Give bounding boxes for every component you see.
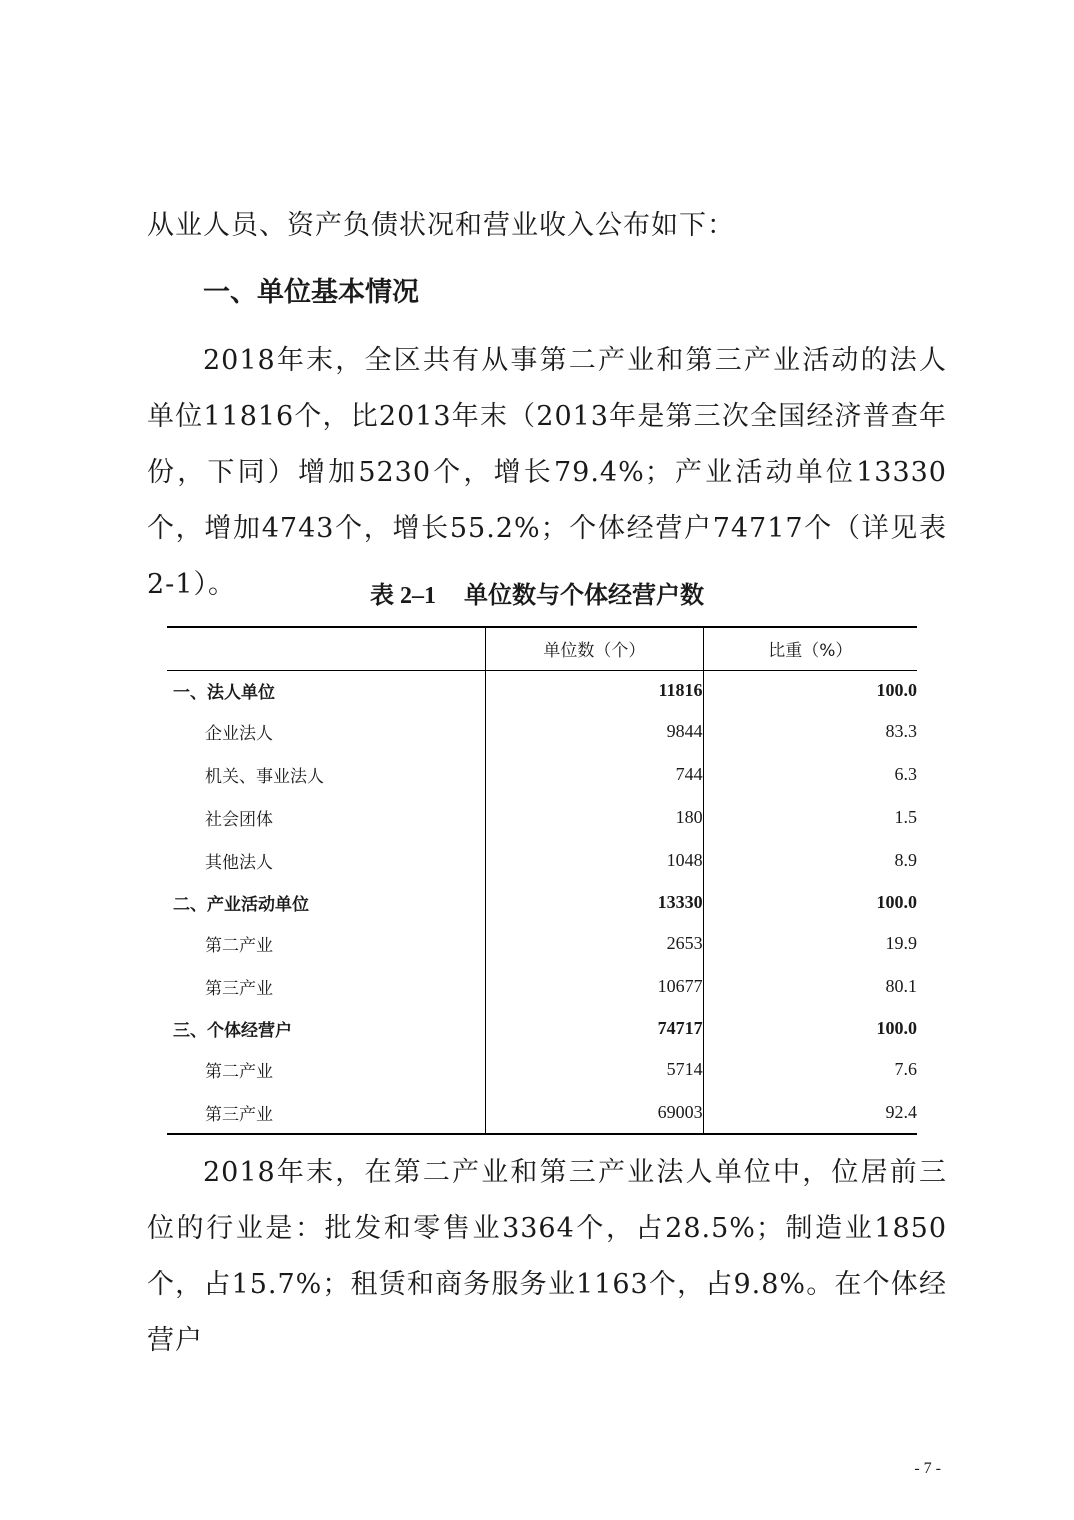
header-label-column (167, 627, 486, 670)
row-share: 92.4 (703, 1091, 917, 1134)
row-label: 企业法人 (205, 724, 273, 744)
row-count: 2653 (486, 922, 703, 965)
row-label: 第三产业 (167, 1091, 486, 1134)
row-share: 6.3 (894, 764, 917, 784)
table-caption-title: 单位数与个体经营户数 (464, 580, 704, 609)
units-count-table (167, 626, 917, 1135)
row-label: 二、产业活动单位 (173, 894, 309, 915)
table-caption (0, 575, 1074, 610)
table-row (167, 965, 917, 1008)
table-row-category (167, 882, 917, 922)
table-row (167, 1048, 917, 1091)
table-row (167, 796, 917, 839)
table-row (167, 753, 917, 796)
row-count: 69003 (486, 1091, 703, 1134)
row-share: 7.6 (894, 1059, 917, 1079)
header-share-column: 比重（%） (703, 627, 917, 670)
row-share: 19.9 (885, 933, 917, 953)
table-row-category (167, 1008, 917, 1048)
row-share: 83.3 (885, 721, 917, 741)
table-caption-number: 表 2–1 (370, 583, 436, 609)
row-label: 第二产业 (205, 936, 273, 956)
intro-line: 从业人员、资产负债状况和营业收入公布如下： (147, 210, 735, 241)
table-header-row (167, 627, 917, 670)
row-count: 5714 (486, 1048, 703, 1091)
row-label: 第二产业 (205, 1062, 273, 1082)
table-row (167, 710, 917, 753)
paragraph-units-overview: 2018年末，全区共有从事第二产业和第三产业活动的法人单位11816个，比2013年末（2013年是第三次全国经济普查年份，下同）增加5230个，增长79.4%；产业活动单位13330个，增加4743个，增长55.2%；个体经营户74717个（详见表2-1）。 (147, 345, 947, 600)
header-count-column: 单位数（个） (486, 627, 703, 670)
row-label: 社会团体 (205, 810, 273, 830)
row-label: 其他法人 (205, 853, 273, 873)
row-label: 一、法人单位 (173, 682, 275, 703)
page-number: - 7 - (914, 1460, 941, 1477)
table-row (167, 839, 917, 882)
row-share: 80.1 (885, 976, 917, 996)
table-row-category (167, 670, 917, 710)
table-row (167, 1091, 917, 1134)
row-count: 744 (486, 753, 703, 796)
row-count: 1048 (486, 839, 703, 882)
row-count: 11816 (486, 670, 703, 710)
row-share: 100.0 (876, 1017, 917, 1038)
row-share: 8.9 (894, 850, 917, 870)
row-share: 1.5 (894, 807, 917, 827)
row-label: 三、个体经营户 (173, 1020, 292, 1041)
row-count: 180 (486, 796, 703, 839)
row-share: 100.0 (876, 679, 917, 700)
section-heading: 一、单位基本情况 (203, 277, 419, 308)
row-share: 100.0 (876, 891, 917, 912)
row-label: 机关、事业法人 (205, 767, 324, 787)
row-count: 13330 (486, 882, 703, 922)
row-count: 9844 (486, 710, 703, 753)
paragraph-top-industries: 2018年末，在第二产业和第三产业法人单位中，位居前三位的行业是：批发和零售业3364个，占28.5%；制造业1850个，占15.7%；租赁和商务服务业1163个，占9.8%。在个体经营户 (147, 1157, 947, 1356)
table-row (167, 922, 917, 965)
row-count: 10677 (486, 965, 703, 1008)
row-label: 第三产业 (205, 979, 273, 999)
row-count: 74717 (486, 1008, 703, 1048)
